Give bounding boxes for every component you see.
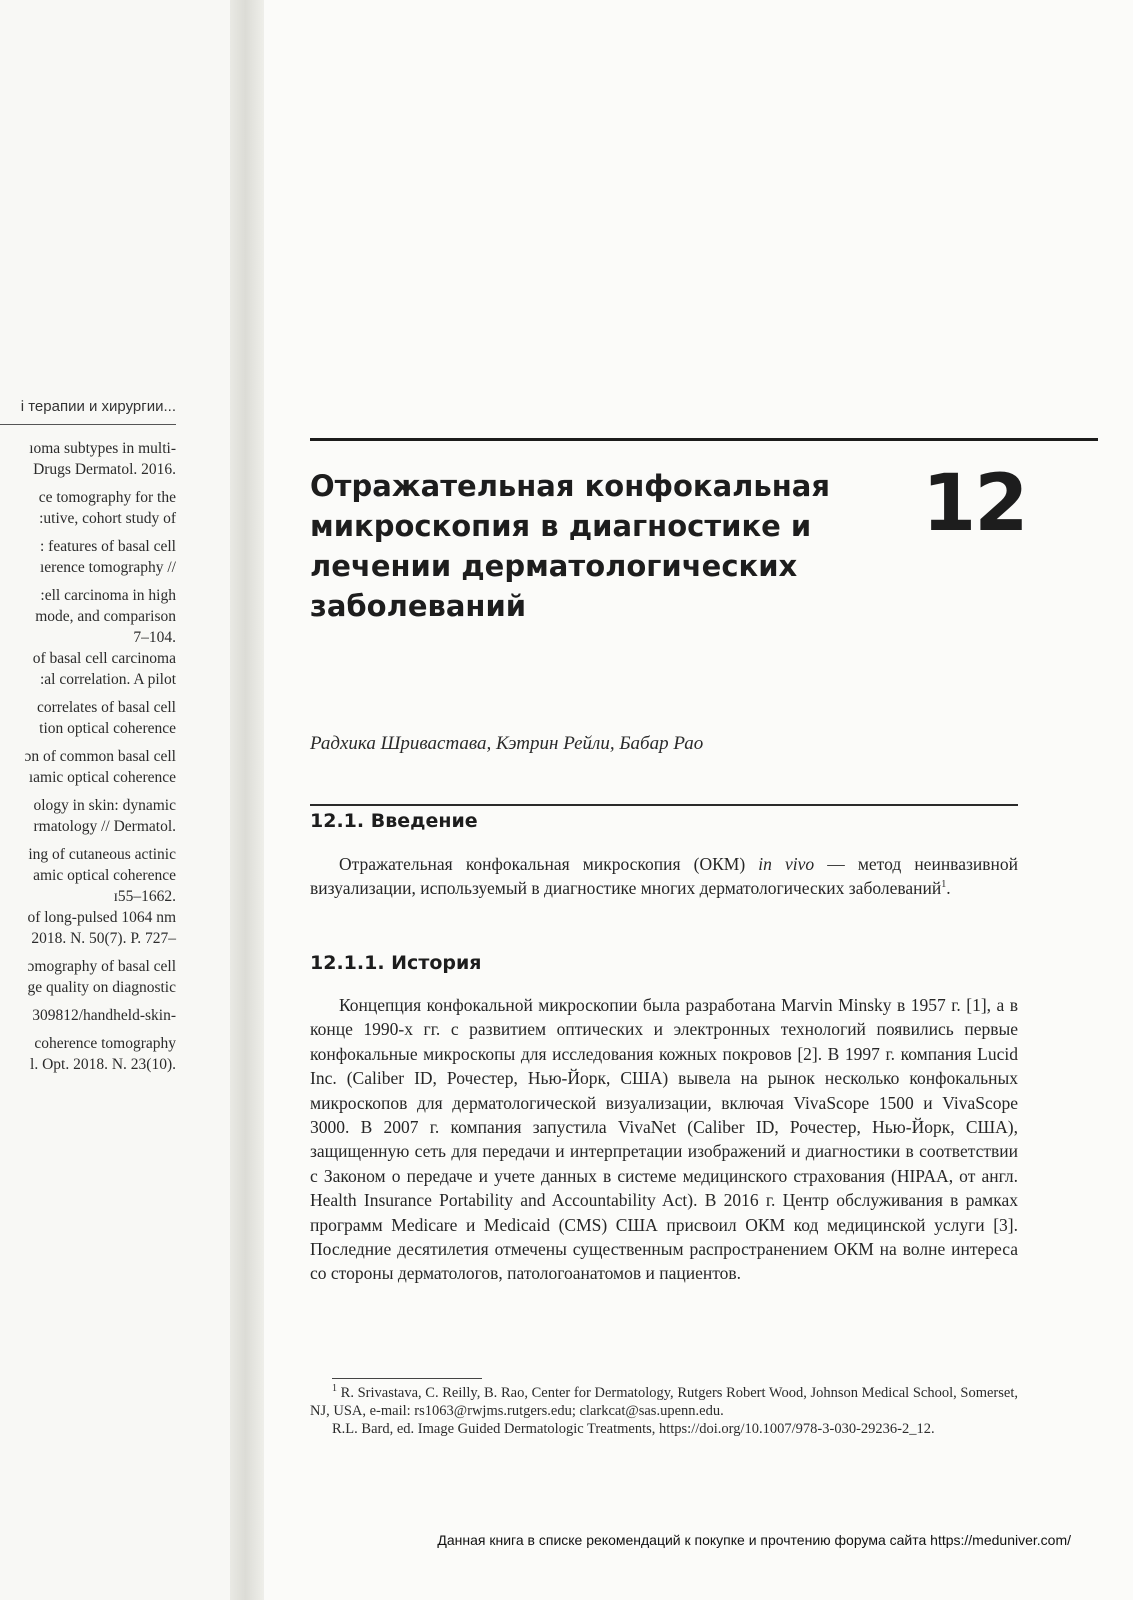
reference-line: correlates of basal cell	[37, 699, 176, 716]
reference-fragment	[0, 795, 176, 837]
chapter-authors: Радхика Шривастава, Кэтрин Рейли, Бабар Рао	[310, 733, 704, 754]
reference-line: of long-pulsed 1064 nm	[27, 909, 176, 926]
footnote-authors-text: R. Srivastava, C. Reilly, B. Rao, Center for Dermatology, Rutgers Robert Wood, Johnson Medical School, Somerset, NJ, USA, e-mail: rs1063@rwjms.rutgers.edu; clarkcat@sas.upenn.edu.	[310, 1385, 1018, 1419]
reference-fragment	[0, 536, 176, 578]
chapter-number: 12	[922, 459, 1027, 549]
reference-line: ɔmography of basal cell	[27, 958, 176, 975]
reference-line: ce tomography for the	[38, 489, 176, 506]
reference-fragment	[0, 956, 176, 998]
footnote-ref[interactable]: 1	[941, 879, 947, 891]
reference-line: ıerence tomography //	[39, 559, 176, 576]
reference-line: mode, and comparison	[35, 608, 176, 625]
reference-line: :al correlation. A pilot	[39, 671, 176, 688]
reference-fragment	[0, 844, 176, 949]
footnote-rule	[332, 1378, 482, 1379]
reference-fragment	[0, 746, 176, 788]
watermark-text: Данная книга в списке рекомендаций к покупке и прочтению форума сайта https://meduniver.com/	[437, 1532, 1071, 1548]
reference-line: :utive, cohort study of	[39, 510, 176, 527]
reference-line: : features of basal cell	[40, 538, 176, 555]
reference-line: rmatology // Dermatol.	[33, 818, 176, 835]
reference-fragment	[0, 487, 176, 529]
reference-fragment	[0, 585, 176, 690]
reference-line: ɪ55–1662.	[113, 888, 176, 905]
footnote-source: R.L. Bard, ed. Image Guided Dermatologic Treatments, https://doi.org/10.1007/978-3-030-29236-2_12.	[332, 1421, 935, 1437]
header-rule	[0, 424, 176, 425]
reference-line: ology in skin: dynamic	[33, 797, 176, 814]
reference-line: ıoma subtypes in multi-	[29, 440, 176, 457]
reference-line: 309812/handheld-skin-	[32, 1007, 176, 1024]
section-heading-intro: 12.1. Введение	[310, 810, 478, 832]
chapter-title: Отражательная конфокальная микроскопия в диагностике и лечении дерматологических заболеваний	[310, 469, 830, 623]
reference-line: coherence tomography	[34, 1035, 176, 1052]
footnote-marker: 1	[332, 1383, 337, 1395]
previous-page-strip	[0, 0, 238, 1600]
section-heading-history: 12.1.1. История	[310, 952, 482, 974]
reference-line: Drugs Dermatol. 2016.	[33, 461, 176, 478]
reference-line: ing of cutaneous actinic	[28, 846, 176, 863]
reference-line: 7–104.	[133, 629, 176, 646]
intro-end: .	[946, 878, 951, 899]
reference-line: of basal cell carcinoma	[32, 650, 176, 667]
reference-line: ıamic optical coherence	[28, 769, 176, 786]
reference-line: l. Opt. 2018. N. 23(10).	[30, 1056, 176, 1073]
chapter-top-rule	[310, 438, 1098, 441]
running-header: і терапии и хирургии...	[20, 398, 176, 415]
reference-line: :ell carcinoma in high	[40, 587, 176, 604]
reference-fragment	[0, 1033, 176, 1075]
reference-line: tion optical coherence	[39, 720, 176, 737]
intro-paragraph	[310, 852, 1018, 901]
reference-fragment	[0, 697, 176, 739]
history-paragraph: Концепция конфокальной микроскопии была разработана Marvin Minsky в 1957 г. [1], а в конце 1990-х гг. с развитием оптических и электронных технологий появились первые конфокальные микроскопы для исследования кожных покровов [2]. В 1997 г. компания Lucid Inc. (Caliber ID, Рочестер, Нью-Йорк, США) вывела на рынок несколько конфокальных микроскопов для дерматологической визуализации, включая VivaScope 1500 и VivaScope 3000. В 2007 г. компания запустила VivaNet (Caliber ID, Рочестер, Нью-Йорк, США), защищенную сеть для передачи и интерпретации изображений и диагностики в соответствии с Законом о передаче и учете данных в системе медицинского страхования (HIPAA, от англ. Health Insurance Portability and Accountability Act). В 2016 г. Центр обслуживания в рамках программ Medicare и Medicaid (CMS) США присвоил ОКМ код медицинской услуги [3]. Последние десятилетия отмечены существенным распространением ОКМ на волне интереса со стороны дерматологов, патологоанатомов и пациентов.	[310, 995, 1018, 1284]
intro-text-cont: — метод неинвазивной визуализации, используемый в диагностике многих дерматологических заболеваний	[310, 854, 1019, 899]
intro-emphasis: in vivo	[758, 854, 815, 874]
reference-fragment	[0, 438, 176, 480]
footnote-authors	[310, 1384, 1018, 1420]
section-rule	[310, 804, 1018, 806]
reference-line: 2018. N. 50(7). P. 727–	[31, 930, 176, 947]
reference-line: ge quality on diagnostic	[27, 979, 176, 996]
reference-fragment	[0, 1005, 176, 1026]
reference-list-fragment	[0, 438, 176, 1082]
reference-line: amic optical coherence	[33, 867, 176, 884]
intro-text: Отражательная конфокальная микроскопия (ОКМ)	[339, 854, 759, 874]
reference-line: ɔn of common basal cell	[24, 748, 176, 765]
book-gutter	[230, 0, 264, 1600]
